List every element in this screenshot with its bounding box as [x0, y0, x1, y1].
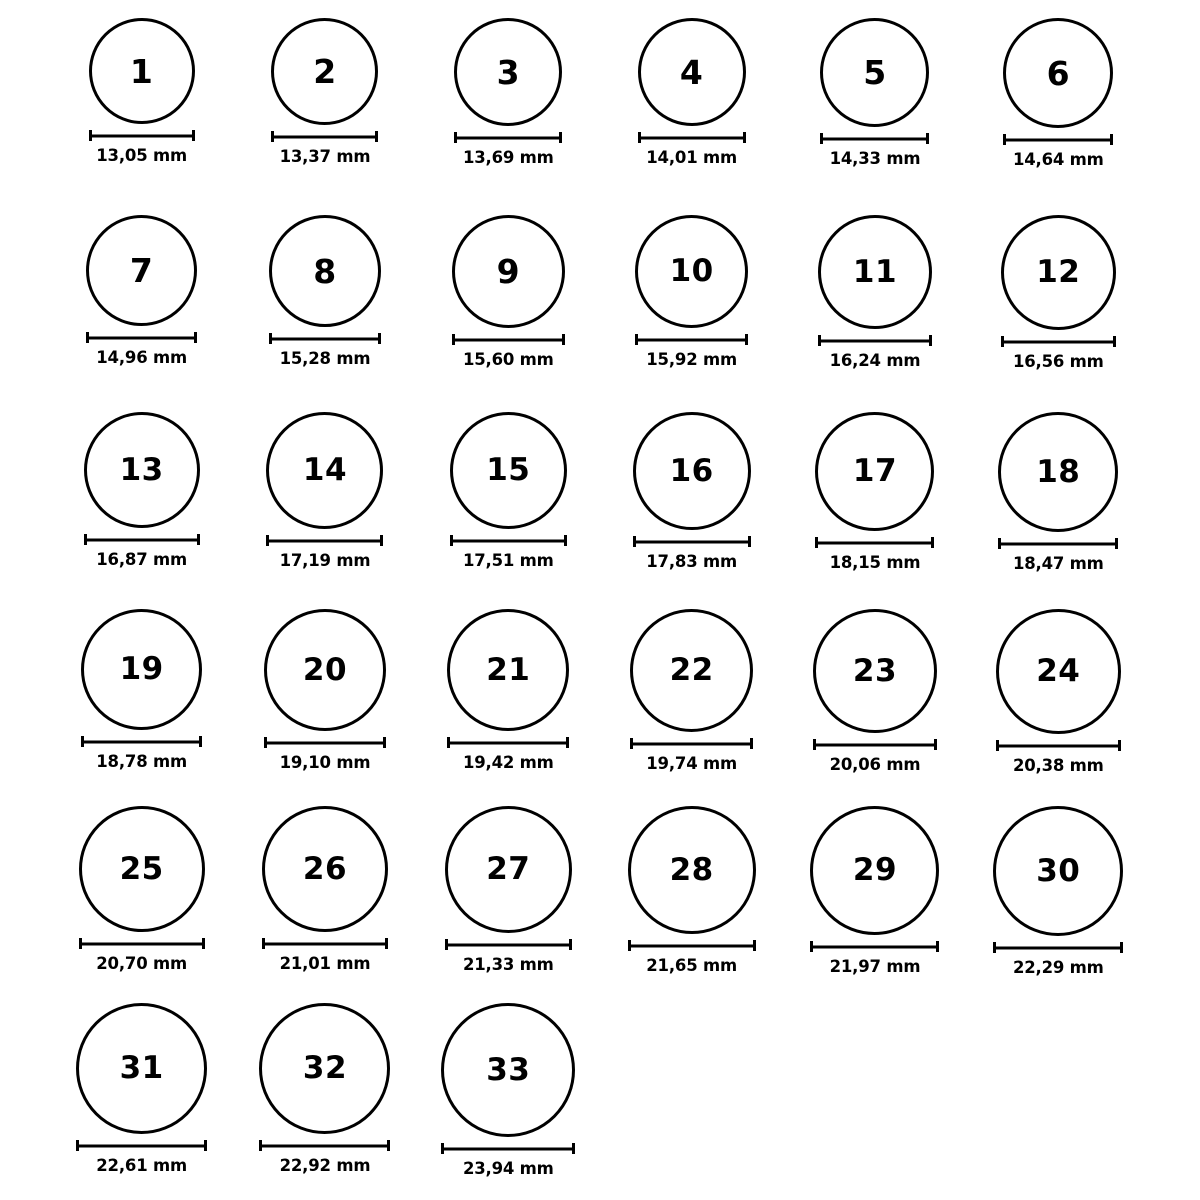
diameter-measure: [820, 133, 929, 168]
measure-cap-left: [441, 1143, 444, 1154]
ring-circle: [259, 1003, 390, 1134]
diameter-label: 19,74 mm: [646, 754, 738, 773]
measure-line: [815, 541, 934, 544]
ring-size-cell: [600, 806, 783, 1003]
diameter-measure: [79, 938, 205, 973]
measure-cap-left: [271, 131, 274, 142]
diameter-label: 16,87 mm: [96, 550, 188, 569]
ring-circle: [269, 215, 381, 327]
ring-size-cell: [417, 1003, 600, 1200]
measure-bar-icon: [635, 334, 748, 345]
ring-size-cell: [600, 18, 783, 215]
measure-cap-left: [996, 740, 999, 751]
diameter-measure: [271, 131, 378, 166]
ring-size-cell: [783, 609, 966, 806]
diameter-measure: [815, 537, 934, 572]
diameter-label: 18,15 mm: [829, 553, 921, 572]
ring-size-number: 7: [129, 251, 154, 290]
measure-bar-icon: [998, 538, 1118, 549]
diameter-measure: [262, 938, 388, 973]
measure-bar-icon: [84, 534, 200, 545]
ring-size-number: 22: [669, 652, 714, 688]
ring-size-cell: [783, 806, 966, 1003]
measure-cap-left: [993, 942, 996, 953]
measure-cap-right: [753, 940, 756, 951]
ring-circle: [998, 412, 1118, 532]
ring-size-number: 31: [119, 1050, 164, 1086]
measure-cap-left: [264, 737, 267, 748]
measure-cap-left: [447, 737, 450, 748]
diameter-label: 13,69 mm: [462, 148, 554, 167]
diameter-measure: [635, 334, 748, 369]
diameter-measure: [259, 1140, 390, 1175]
diameter-label: 18,78 mm: [96, 752, 188, 771]
ring-size-cell: [233, 806, 416, 1003]
measure-cap-right: [564, 535, 567, 546]
ring-size-number: 8: [313, 251, 337, 291]
diameter-label: 22,92 mm: [279, 1156, 371, 1175]
ring-size-cell: [967, 18, 1150, 215]
ring-size-number: 13: [119, 451, 164, 488]
diameter-measure: [81, 736, 202, 771]
diameter-label: 14,01 mm: [646, 148, 738, 167]
ring-circle: [820, 18, 929, 127]
measure-line: [998, 542, 1118, 545]
ring-size-number: 29: [852, 852, 898, 888]
diameter-measure: [76, 1140, 207, 1175]
measure-cap-right: [1115, 538, 1118, 549]
measure-line: [633, 540, 751, 543]
ring-circle: [450, 412, 567, 529]
ring-circle: [452, 215, 565, 328]
ring-size-cell: [233, 1003, 416, 1200]
measure-bar-icon: [1003, 134, 1113, 145]
measure-cap-right: [1118, 740, 1121, 751]
ring-size-number: 30: [1036, 852, 1081, 889]
measure-cap-left: [454, 132, 457, 143]
diameter-label: 22,61 mm: [96, 1156, 188, 1175]
diameter-label: 15,92 mm: [646, 350, 738, 369]
ring-circle: [84, 412, 200, 528]
ring-size-number: 3: [496, 52, 521, 92]
measure-cap-left: [266, 535, 269, 546]
ring-size-cell: [233, 609, 416, 806]
ring-size-cell: [50, 609, 233, 806]
ring-size-number: 9: [496, 252, 521, 291]
measure-line: [81, 740, 202, 743]
measure-bar-icon: [445, 939, 572, 950]
diameter-label: 21,65 mm: [646, 956, 738, 975]
ring-circle: [454, 18, 562, 126]
measure-line: [259, 1144, 390, 1147]
diameter-measure: [633, 536, 751, 571]
diameter-label: 15,60 mm: [462, 350, 554, 369]
measure-cap-left: [86, 332, 89, 343]
measure-cap-left: [635, 334, 638, 345]
measure-line: [84, 538, 200, 541]
ring-circle: [441, 1003, 575, 1137]
measure-bar-icon: [633, 536, 751, 547]
diameter-measure: [89, 130, 195, 165]
diameter-measure: [441, 1143, 575, 1178]
measure-bar-icon: [820, 133, 929, 144]
measure-bar-icon: [81, 736, 202, 747]
ring-size-number: 6: [1046, 53, 1071, 93]
measure-cap-left: [84, 534, 87, 545]
diameter-label: 13,05 mm: [96, 146, 188, 165]
measure-line: [262, 942, 388, 945]
ring-size-cell: [233, 412, 416, 609]
diameter-measure: [450, 535, 567, 570]
diameter-measure: [452, 334, 565, 369]
measure-cap-right: [929, 335, 932, 346]
ring-size-number: 14: [302, 452, 348, 488]
diameter-measure: [1003, 134, 1113, 169]
ring-circle: [79, 806, 205, 932]
measure-line: [447, 741, 569, 744]
measure-cap-right: [745, 334, 748, 345]
measure-bar-icon: [454, 132, 562, 143]
measure-cap-right: [748, 536, 751, 547]
diameter-measure: [264, 737, 386, 772]
diameter-label: 21,01 mm: [279, 954, 371, 973]
measure-cap-right: [569, 939, 572, 950]
ring-size-number: 24: [1036, 653, 1081, 689]
diameter-measure: [998, 538, 1118, 573]
ring-circle: [447, 609, 569, 731]
measure-cap-right: [572, 1143, 575, 1154]
measure-cap-right: [197, 534, 200, 545]
ring-circle: [635, 215, 748, 328]
ring-size-number: 11: [852, 253, 898, 290]
measure-cap-left: [1003, 134, 1006, 145]
measure-cap-left: [89, 130, 92, 141]
measure-cap-right: [1110, 134, 1113, 145]
diameter-label: 17,83 mm: [646, 552, 738, 571]
ring-size-cell: [967, 215, 1150, 412]
measure-line: [630, 742, 753, 745]
measure-bar-icon: [628, 940, 756, 951]
measure-line: [266, 539, 383, 542]
ring-circle: [813, 609, 937, 733]
measure-cap-left: [630, 738, 633, 749]
ring-size-number: 1: [129, 51, 154, 91]
ring-size-cell: [967, 609, 1150, 806]
measure-bar-icon: [266, 535, 383, 546]
measure-line: [89, 134, 195, 137]
measure-cap-right: [204, 1140, 207, 1151]
ring-circle: [993, 806, 1123, 936]
ring-size-number: 5: [863, 53, 887, 92]
measure-cap-left: [628, 940, 631, 951]
measure-line: [810, 945, 939, 948]
ring-size-number: 19: [119, 651, 164, 687]
diameter-measure: [993, 942, 1123, 977]
measure-cap-left: [810, 941, 813, 952]
measure-cap-right: [387, 1140, 390, 1151]
measure-cap-left: [79, 938, 82, 949]
measure-bar-icon: [810, 941, 939, 952]
ring-size-number: 12: [1036, 254, 1081, 290]
diameter-measure: [454, 132, 562, 167]
diameter-label: 21,97 mm: [829, 957, 921, 976]
ring-size-number: 20: [302, 651, 348, 688]
diameter-measure: [996, 740, 1121, 775]
diameter-label: 14,96 mm: [96, 348, 188, 367]
ring-circle: [1003, 18, 1113, 128]
diameter-label: 15,28 mm: [279, 349, 371, 368]
measure-cap-left: [818, 335, 821, 346]
ring-size-number: 4: [679, 52, 704, 92]
ring-circle: [630, 609, 753, 732]
measure-bar-icon: [262, 938, 388, 949]
diameter-label: 20,06 mm: [829, 755, 921, 774]
measure-line: [818, 339, 932, 342]
ring-size-number: 18: [1036, 453, 1081, 490]
measure-cap-right: [378, 333, 381, 344]
measure-line: [271, 135, 378, 138]
ring-circle: [445, 806, 572, 933]
diameter-label: 17,51 mm: [462, 551, 554, 570]
diameter-measure: [628, 940, 756, 975]
ring-circle: [262, 806, 388, 932]
measure-line: [996, 744, 1121, 747]
measure-bar-icon: [86, 332, 197, 343]
measure-bar-icon: [815, 537, 934, 548]
measure-cap-left: [262, 938, 265, 949]
ring-size-number: 21: [486, 651, 531, 688]
measure-cap-right: [559, 132, 562, 143]
ring-size-number: 27: [486, 851, 531, 887]
measure-line: [450, 539, 567, 542]
measure-cap-right: [1120, 942, 1123, 953]
ring-size-cell: [967, 806, 1150, 1003]
measure-cap-right: [383, 737, 386, 748]
diameter-label: 13,37 mm: [279, 147, 371, 166]
ring-circle: [633, 412, 751, 530]
ring-size-cell: [600, 215, 783, 412]
measure-cap-right: [931, 537, 934, 548]
measure-cap-left: [452, 334, 455, 345]
ring-circle: [818, 215, 932, 329]
ring-size-number: 2: [313, 52, 337, 91]
measure-cap-right: [385, 938, 388, 949]
ring-size-cell: [50, 412, 233, 609]
measure-cap-left: [81, 736, 84, 747]
ring-size-number: 33: [486, 1051, 531, 1088]
ring-size-number: 16: [669, 452, 714, 489]
measure-cap-left: [450, 535, 453, 546]
diameter-measure: [447, 737, 569, 772]
measure-bar-icon: [89, 130, 195, 141]
measure-cap-right: [202, 938, 205, 949]
diameter-measure: [1001, 336, 1116, 371]
measure-line: [638, 136, 746, 139]
ring-circle: [264, 609, 386, 731]
measure-bar-icon: [638, 132, 746, 143]
ring-size-number: 15: [486, 452, 531, 488]
measure-line: [1001, 340, 1116, 343]
measure-bar-icon: [79, 938, 205, 949]
ring-circle: [638, 18, 746, 126]
measure-line: [628, 944, 756, 947]
ring-size-cell: [600, 609, 783, 806]
diameter-label: 21,33 mm: [462, 955, 554, 974]
measure-line: [441, 1147, 575, 1150]
ring-size-cell: [783, 412, 966, 609]
ring-circle: [815, 412, 934, 531]
ring-size-cell: [50, 806, 233, 1003]
measure-bar-icon: [271, 131, 378, 142]
measure-bar-icon: [993, 942, 1123, 953]
ring-size-cell: [417, 609, 600, 806]
ring-size-cell: [417, 215, 600, 412]
measure-line: [993, 946, 1123, 949]
measure-cap-left: [269, 333, 272, 344]
measure-cap-left: [259, 1140, 262, 1151]
measure-cap-left: [76, 1140, 79, 1151]
measure-line: [635, 338, 748, 341]
measure-cap-left: [815, 537, 818, 548]
ring-size-cell: [417, 18, 600, 215]
measure-cap-left: [445, 939, 448, 950]
ring-size-number: 10: [669, 253, 714, 289]
measure-line: [820, 137, 929, 140]
ring-size-number: 32: [302, 1050, 348, 1086]
diameter-measure: [86, 332, 197, 367]
diameter-measure: [638, 132, 746, 167]
diameter-label: 19,10 mm: [279, 753, 371, 772]
measure-cap-right: [934, 739, 937, 750]
measure-line: [76, 1144, 207, 1147]
ring-size-cell: [783, 215, 966, 412]
measure-bar-icon: [1001, 336, 1116, 347]
measure-line: [264, 741, 386, 744]
diameter-label: 14,64 mm: [1012, 150, 1104, 169]
measure-cap-right: [750, 738, 753, 749]
measure-cap-left: [820, 133, 823, 144]
ring-circle: [81, 609, 202, 730]
diameter-label: 20,70 mm: [96, 954, 188, 973]
measure-cap-left: [633, 536, 636, 547]
measure-cap-right: [375, 131, 378, 142]
diameter-measure: [810, 941, 939, 976]
ring-size-number: 28: [669, 851, 714, 888]
diameter-measure: [84, 534, 200, 569]
ring-size-cell: [50, 18, 233, 215]
diameter-label: 14,33 mm: [829, 149, 921, 168]
measure-cap-right: [562, 334, 565, 345]
ring-circle: [996, 609, 1121, 734]
ring-circle: [628, 806, 756, 934]
measure-line: [1003, 138, 1113, 141]
measure-line: [269, 337, 381, 340]
measure-cap-right: [1113, 336, 1116, 347]
measure-bar-icon: [996, 740, 1121, 751]
ring-circle: [1001, 215, 1116, 330]
measure-bar-icon: [452, 334, 565, 345]
ring-size-cell: [967, 412, 1150, 609]
measure-bar-icon: [818, 335, 932, 346]
diameter-label: 20,38 mm: [1012, 756, 1104, 775]
measure-cap-left: [1001, 336, 1004, 347]
measure-line: [813, 743, 937, 746]
measure-cap-right: [743, 132, 746, 143]
measure-line: [86, 336, 197, 339]
diameter-label: 16,24 mm: [829, 351, 921, 370]
ring-size-cell: [233, 215, 416, 412]
measure-bar-icon: [259, 1140, 390, 1151]
ring-size-number: 17: [852, 453, 898, 489]
measure-cap-right: [199, 736, 202, 747]
measure-bar-icon: [630, 738, 753, 749]
diameter-label: 16,56 mm: [1012, 352, 1104, 371]
diameter-label: 23,94 mm: [462, 1159, 554, 1178]
measure-bar-icon: [441, 1143, 575, 1154]
measure-cap-left: [813, 739, 816, 750]
measure-bar-icon: [76, 1140, 207, 1151]
measure-bar-icon: [447, 737, 569, 748]
diameter-measure: [813, 739, 937, 774]
measure-cap-right: [380, 535, 383, 546]
ring-size-cell: [50, 1003, 233, 1200]
ring-circle: [89, 18, 195, 124]
measure-bar-icon: [450, 535, 567, 546]
ring-circle: [266, 412, 383, 529]
diameter-measure: [818, 335, 932, 370]
diameter-label: 22,29 mm: [1012, 958, 1104, 977]
ring-size-number: 25: [119, 850, 164, 887]
ring-circle: [271, 18, 378, 125]
diameter-label: 18,47 mm: [1012, 554, 1104, 573]
diameter-measure: [445, 939, 572, 974]
measure-line: [445, 943, 572, 946]
measure-cap-right: [926, 133, 929, 144]
diameter-label: 17,19 mm: [279, 551, 371, 570]
ring-circle: [810, 806, 939, 935]
ring-size-cell: [50, 215, 233, 412]
diameter-measure: [266, 535, 383, 570]
ring-size-cell: [600, 412, 783, 609]
ring-size-cell: [783, 18, 966, 215]
ring-circle: [86, 215, 197, 326]
measure-bar-icon: [269, 333, 381, 344]
measure-cap-left: [998, 538, 1001, 549]
measure-line: [452, 338, 565, 341]
ring-size-number: 23: [852, 652, 898, 689]
ring-size-cell: [417, 806, 600, 1003]
ring-size-cell: [233, 18, 416, 215]
diameter-measure: [269, 333, 381, 368]
measure-bar-icon: [264, 737, 386, 748]
measure-cap-right: [566, 737, 569, 748]
diameter-label: 19,42 mm: [462, 753, 554, 772]
measure-cap-right: [936, 941, 939, 952]
measure-cap-right: [192, 130, 195, 141]
ring-size-number: 26: [302, 850, 348, 887]
measure-bar-icon: [813, 739, 937, 750]
measure-cap-right: [194, 332, 197, 343]
ring-circle: [76, 1003, 207, 1134]
diameter-measure: [630, 738, 753, 773]
measure-cap-left: [638, 132, 641, 143]
measure-line: [79, 942, 205, 945]
measure-line: [454, 136, 562, 139]
ring-size-cell: [417, 412, 600, 609]
